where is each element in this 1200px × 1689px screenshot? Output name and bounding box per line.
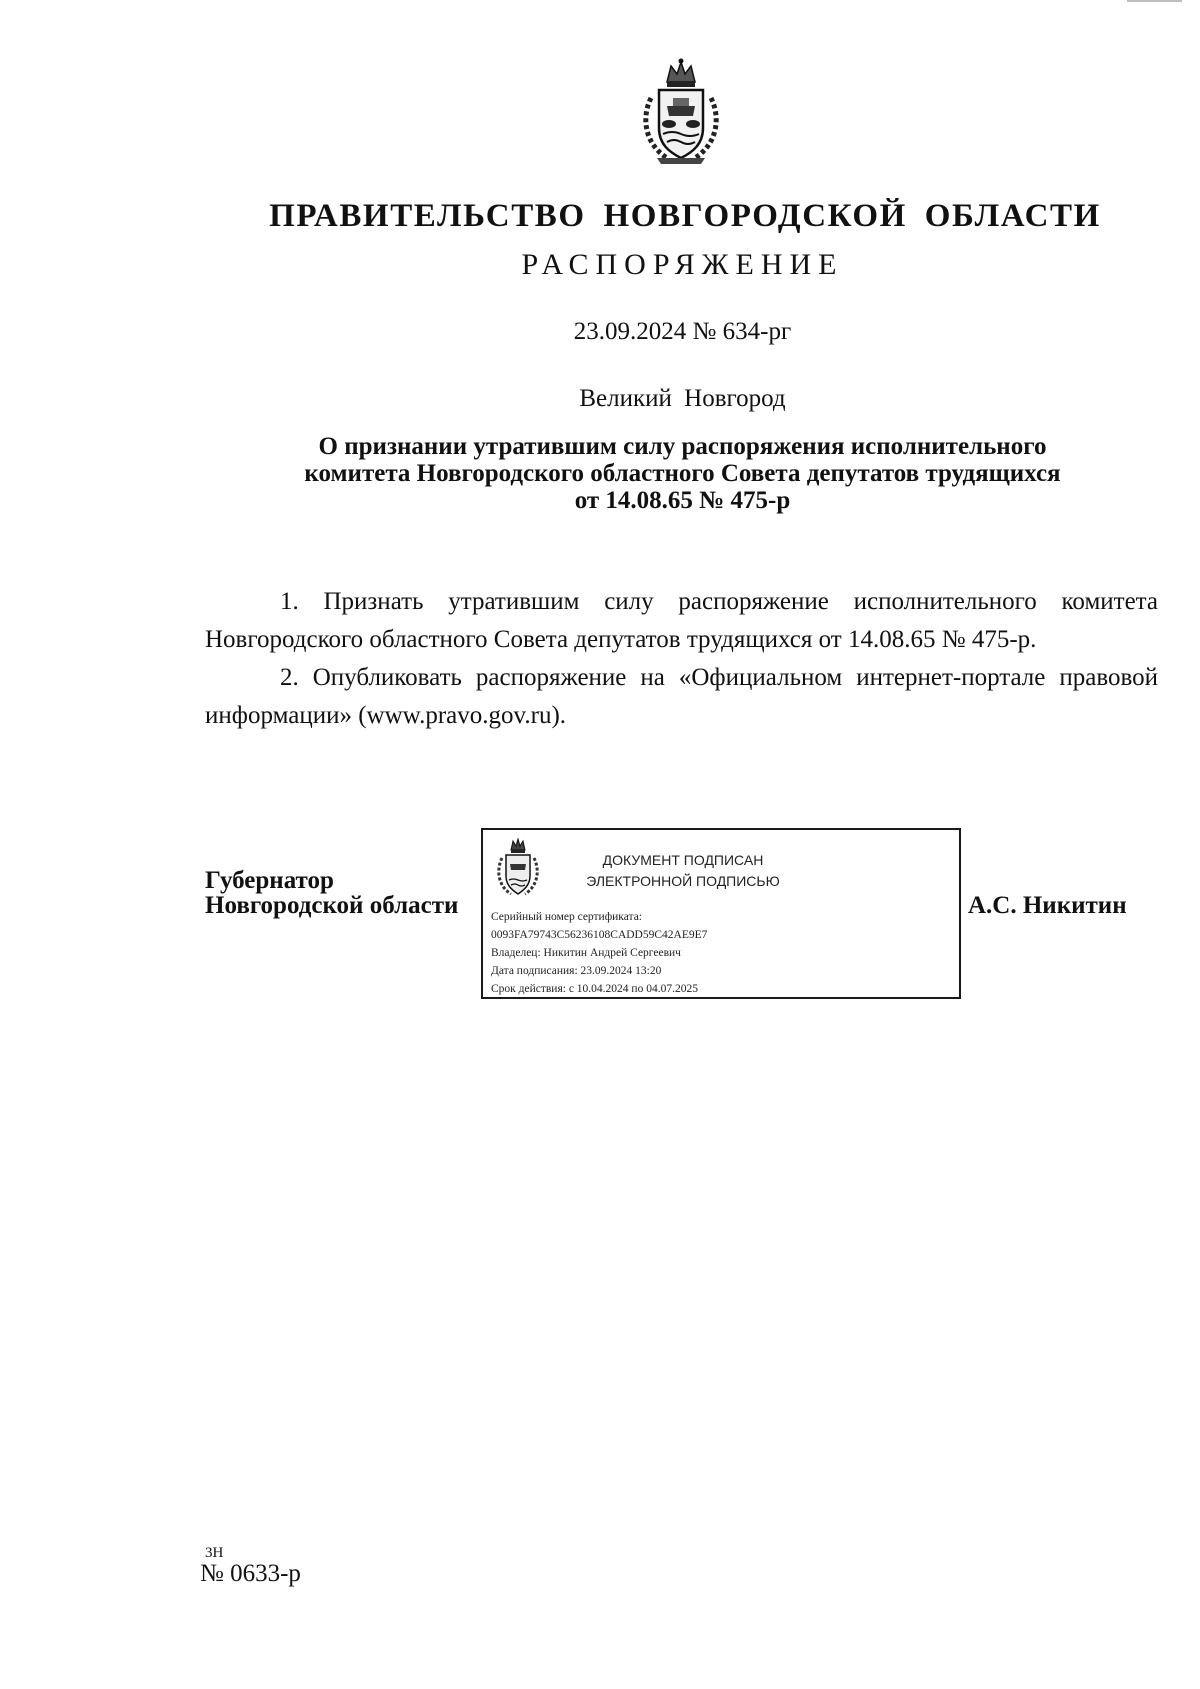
signer-position xyxy=(205,868,458,918)
coat-of-arms-icon xyxy=(637,58,725,168)
footer-registration-number: № 0633-р xyxy=(200,1560,301,1587)
subject-line: О признании утратившим силу распоряжения исполнительного xyxy=(318,433,1047,460)
signer-position-line: Губернатор xyxy=(205,867,334,894)
document-subject xyxy=(200,433,1165,514)
stamp-title-line: ЭЛЕКТРОННОЙ ПОДПИСЬЮ xyxy=(586,873,780,889)
document-place: Великий Новгород xyxy=(579,385,786,412)
body-paragraph: 1. Признать утратившим силу распоряжение исполнительного комитета Новгородского областного Совета депутатов трудящихся от 14.08.65 № 475-р. xyxy=(205,588,1158,653)
subject-line: от 14.08.65 № 475-р xyxy=(574,487,791,514)
certificate-serial-number: 0093FA79743C56236108CADD59C42AE9E7 xyxy=(491,929,708,941)
government-title: ПРАВИТЕЛЬСТВО НОВГОРОДСКОЙ ОБЛАСТИ xyxy=(269,198,1101,234)
body-paragraph: 2. Опубликовать распоряжение на «Официальном интернет-портале правовой информации» (www.pravo.gov.ru). xyxy=(205,664,1158,729)
stamp-title xyxy=(563,850,803,892)
certificate-owner: Владелец: Никитин Андрей Сергеевич xyxy=(491,947,681,959)
subject-line: комитета Новгородского областного Совета депутатов трудящихся xyxy=(304,460,1061,487)
signer-name: А.С. Никитин xyxy=(968,892,1127,919)
scan-corner-mark xyxy=(1127,0,1182,2)
document-type: РАСПОРЯЖЕНИЕ xyxy=(521,248,844,281)
electronic-signature-stamp xyxy=(481,828,961,999)
document-date-number: 23.09.2024 № 634-рг xyxy=(573,318,792,345)
certificate-serial-label: Серийный номер сертификата: xyxy=(491,911,642,923)
stamp-details xyxy=(491,908,707,998)
stamp-title-line: ДОКУМЕНТ ПОДПИСАН xyxy=(602,852,764,868)
certificate-validity: Срок действия: с 10.04.2024 по 04.07.2025 xyxy=(491,983,698,995)
signing-date: Дата подписания: 23.09.2024 13:20 xyxy=(491,965,662,977)
footer-code: 3Н xyxy=(205,1545,224,1561)
signer-position-line: Новгородской области xyxy=(205,892,459,919)
stamp-coat-of-arms-icon xyxy=(493,838,543,900)
document-body xyxy=(205,583,1158,735)
